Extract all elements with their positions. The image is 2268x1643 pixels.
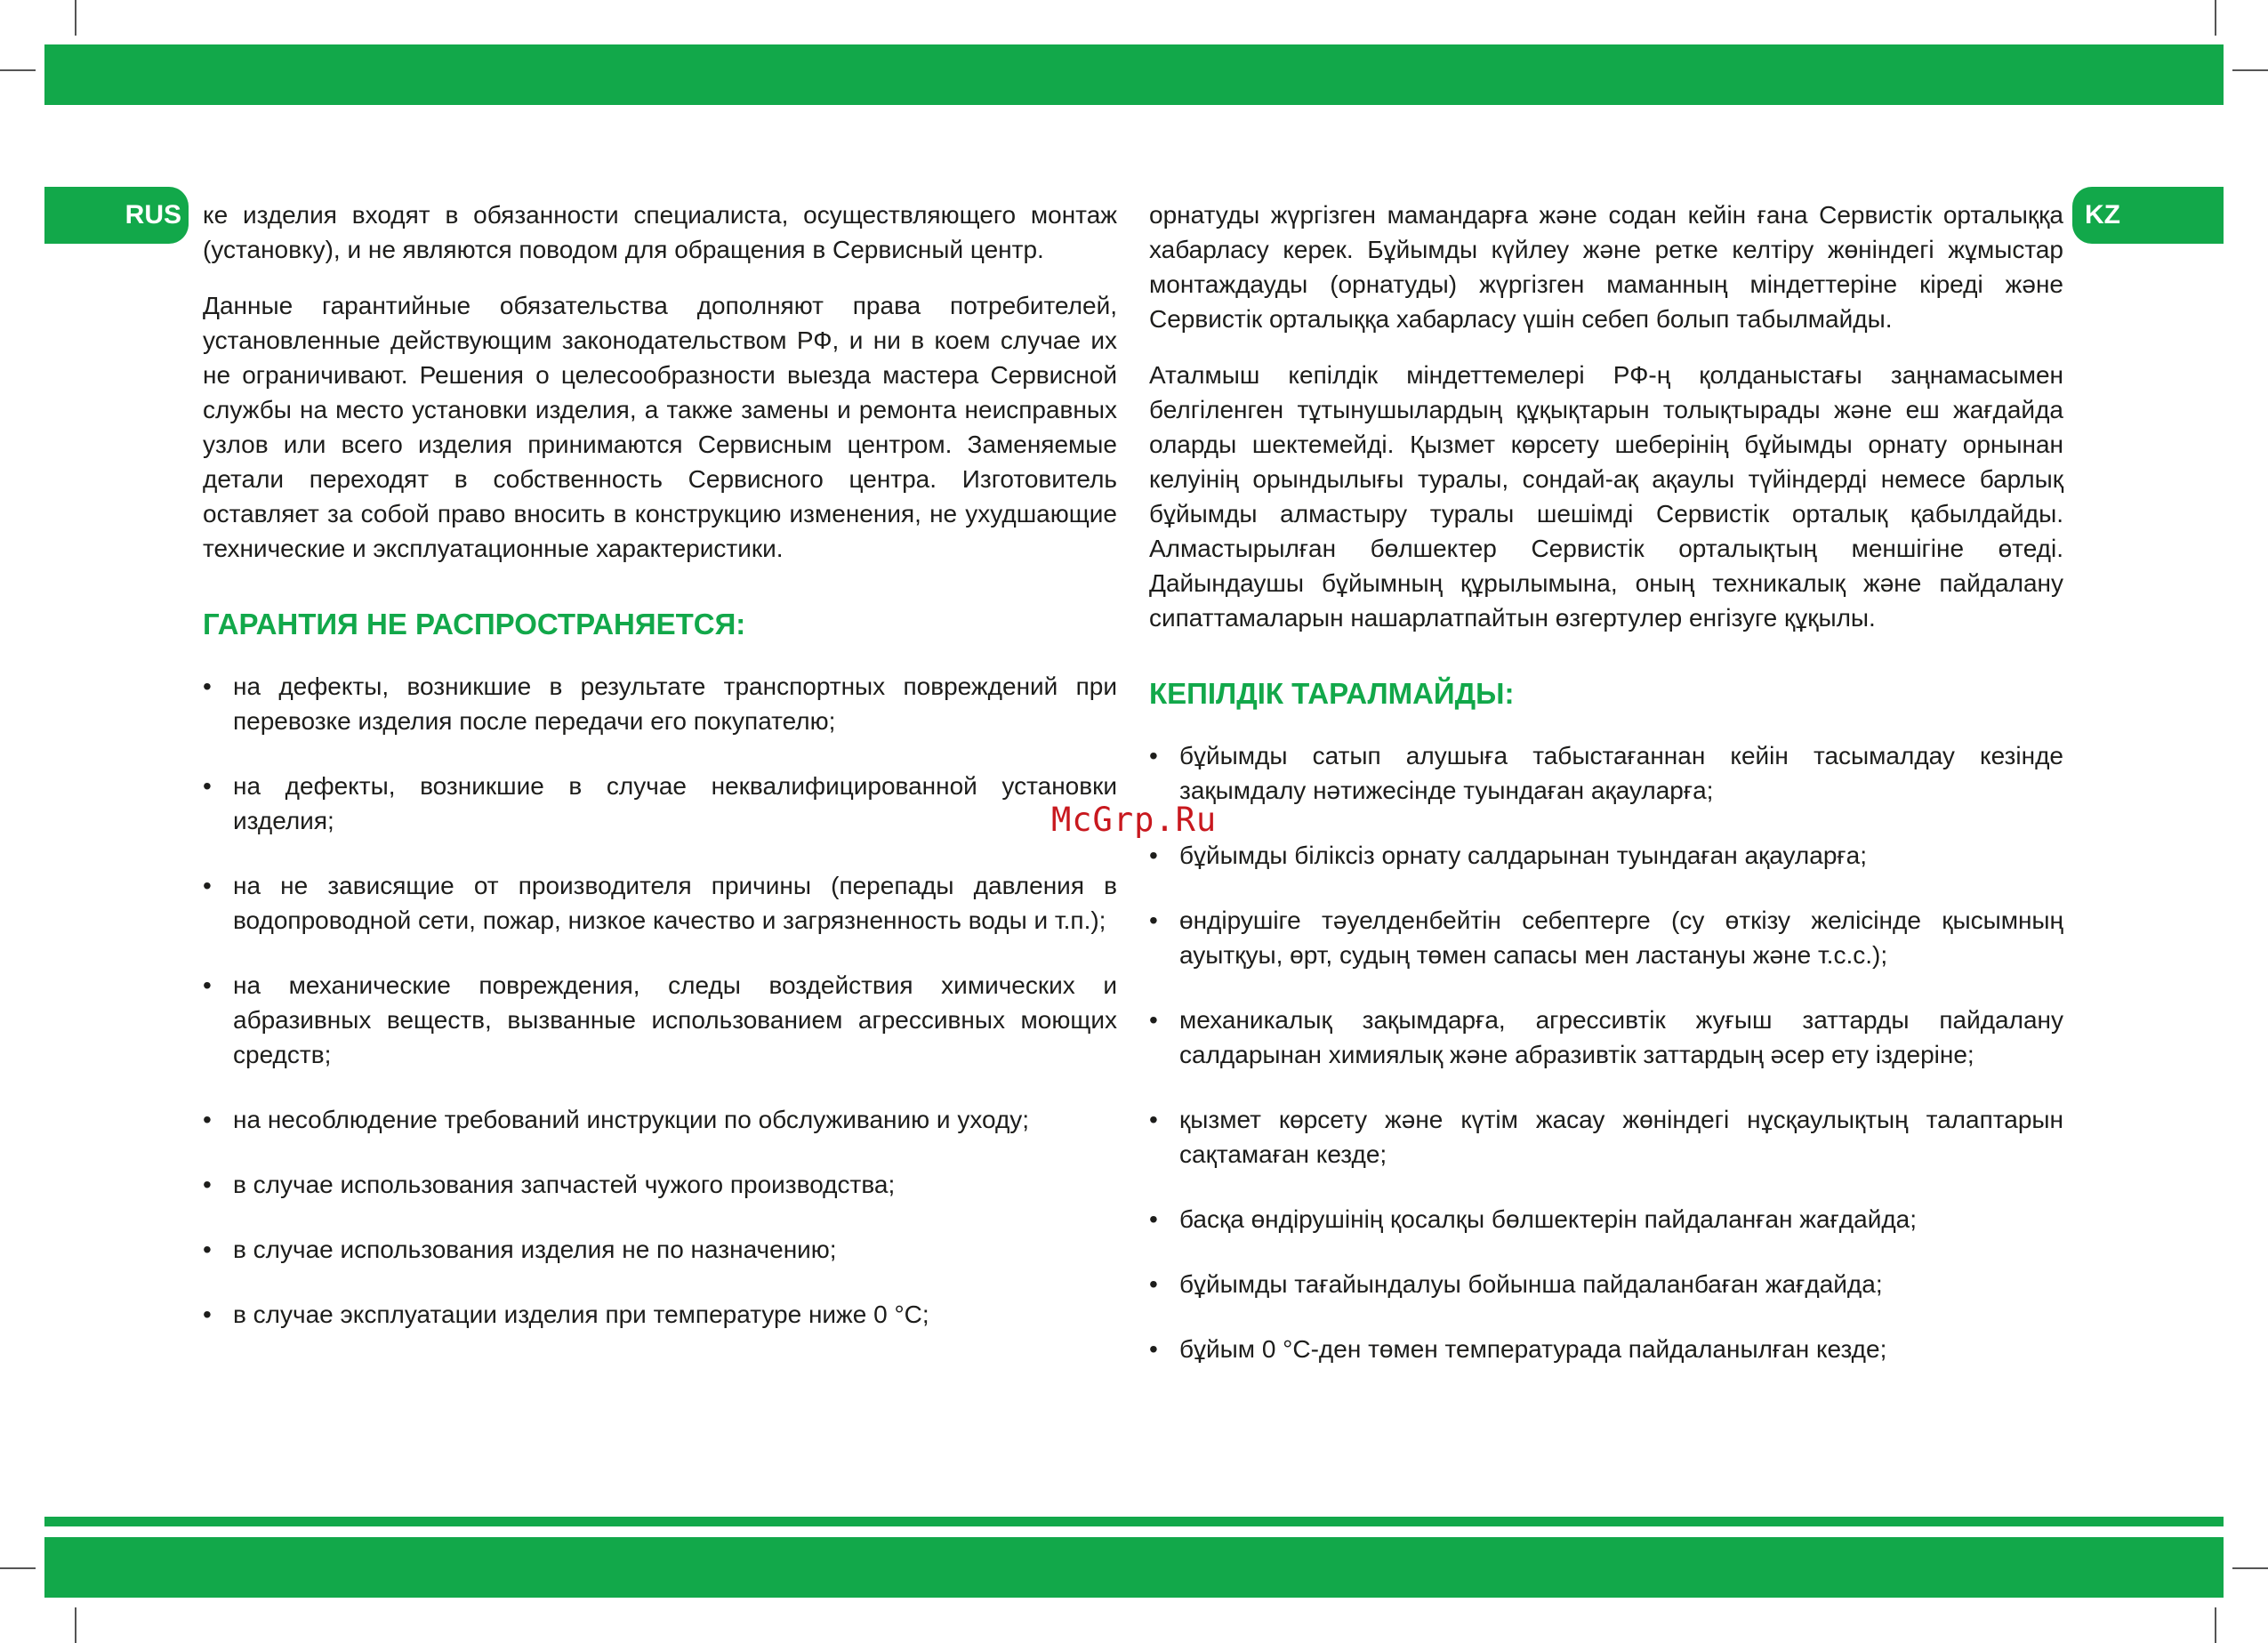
list-item xyxy=(203,968,1117,1072)
list-item-text: қызмет көрсету және күтім жасау жөніндегі нұсқаулықтың талаптарын сақтамаған кезде; xyxy=(1179,1106,2063,1168)
crop-mark xyxy=(2232,1567,2268,1569)
bullet-icon: • xyxy=(1149,1106,1158,1133)
list-item-text: бұйым 0 °С-ден төмен температурада пайдаланылған кезде; xyxy=(1179,1335,1887,1363)
list-item xyxy=(1149,838,2063,873)
bullet-icon: • xyxy=(1149,1006,1158,1034)
bullet-icon: • xyxy=(203,971,212,999)
paragraph: Аталмыш кепілдік міндеттемелері РФ-ң қолданыстағы заңнамасымен белгіленген тұтынушылардың құқықтарын толықтырады және еш жағдайда оларды шектемейді. Қызмет көрсету шеберінің бұйымды орнату орнынан келуінің орындылығы туралы, сондай-ақ ақаулы түйіндерді немесе барлық бұйымды алмастыру туралы шешімді Сервистік орталық қабылдайды. Алмастырылған бөлшектер Сервистік орталықтың меншігіне өтеді. Дайындаушы бұйымның құрылымына, оның техникалық және пайдалану сипаттамаларын нашарлатпайтын өзгертулер енгізуге құқылы. xyxy=(1149,361,2063,632)
crop-mark xyxy=(2215,0,2216,36)
section-heading: ГАРАНТИЯ НЕ РАСПРОСТРАНЯЕТСЯ: xyxy=(203,608,746,640)
crop-mark xyxy=(2215,1607,2216,1643)
bullet-icon: • xyxy=(203,1171,212,1198)
list-item xyxy=(203,669,1117,738)
bullet-icon: • xyxy=(1149,842,1158,869)
list-item-text: на несоблюдение требований инструкции по обслуживанию и уходу; xyxy=(233,1106,1030,1133)
language-tab-rus-label: RUS xyxy=(125,200,181,230)
section-heading: КЕПІЛДІК ТАРАЛМАЙДЫ: xyxy=(1149,677,1515,710)
bullet-icon: • xyxy=(203,1236,212,1263)
bullet-icon: • xyxy=(203,772,212,800)
crop-mark xyxy=(75,1607,76,1643)
paragraph: ке изделия входят в обязанности специалиста, осуществляющего монтаж (установку), и не являются поводом для обращения в Сервисный центр. xyxy=(203,201,1117,263)
list-item xyxy=(1149,1202,2063,1236)
bullet-icon: • xyxy=(1149,1270,1158,1298)
crop-mark xyxy=(0,1567,36,1569)
language-tab-kz-label: KZ xyxy=(2085,200,2120,230)
list-item xyxy=(203,868,1117,938)
language-tab-kz xyxy=(2072,187,2224,244)
russian-column xyxy=(203,197,1117,1332)
paragraph: орнатуды жүргізген мамандарға және содан кейін ғана Сервистік орталыққа хабарласу керек. Бұйымды күйлеу және ретке келтіру жөніндегі жұмыстар монтаждауды (орнатуды) жүргізген маманның міндеттеріне кіреді және Сервистік орталыққа хабарласу үшін себеп болып табылмайды. xyxy=(1149,201,2063,333)
bullet-icon: • xyxy=(1149,742,1158,769)
list-item-text: бұйымды біліксіз орнату салдарынан туындаған ақауларға; xyxy=(1179,842,1867,869)
crop-mark xyxy=(2232,69,2268,71)
crop-mark xyxy=(75,0,76,36)
list-item-text: в случае эксплуатации изделия при температуре ниже 0 °С; xyxy=(233,1301,929,1328)
list-item-text: на не зависящие от производителя причины (перепады давления в водопроводной сети, пожар, низкое качество и загрязненность воды и т.п.); xyxy=(233,872,1117,934)
list-item xyxy=(203,1102,1117,1137)
list-item-text: в случае использования запчастей чужого производства; xyxy=(233,1171,896,1198)
crop-mark xyxy=(0,69,36,71)
list-item-text: на механические повреждения, следы воздействия химических и абразивных веществ, вызванные использованием агрессивных моющих средств; xyxy=(233,971,1117,1068)
bullet-icon: • xyxy=(203,1301,212,1328)
list-item xyxy=(203,1167,1117,1202)
watermark: McGrp.Ru xyxy=(1051,801,1218,839)
paragraph: Данные гарантийные обязательства дополняют права потребителей, установленные действующим законодательством РФ, и ни в коем случае их не ограничивают. Решения о целесообразности выезда мастера Сервисной службы на место установки изделия, а также замены и ремонта неисправных узлов или всего изделия принимаются Сервисным центром. Заменяемые детали переходят в собственность Сервисного центра. Изготовитель оставляет за собой право вносить в конструкцию изменения, не ухудшающие технические и эксплуатационные характеристики. xyxy=(203,292,1117,562)
list-item xyxy=(1149,1102,2063,1172)
top-green-band xyxy=(44,44,2224,105)
exclusions-list xyxy=(203,669,1117,1332)
bullet-icon: • xyxy=(203,872,212,899)
bullet-icon: • xyxy=(1149,1205,1158,1233)
list-item xyxy=(203,1232,1117,1267)
list-item-text: басқа өндірушінің қосалқы бөлшектерін пайдаланған жағдайда; xyxy=(1179,1205,1918,1233)
list-item xyxy=(203,1297,1117,1332)
list-item xyxy=(1149,738,2063,808)
list-item-text: механикалық зақымдарға, агрессивтік жуғыш заттарды пайдалану салдарынан химиялық және абразивтік заттардың әсер ету іздеріне; xyxy=(1179,1006,2063,1068)
kazakh-column xyxy=(1149,197,2063,1366)
list-item xyxy=(203,769,1117,838)
list-item xyxy=(1149,1267,2063,1301)
bottom-green-line xyxy=(44,1517,2224,1526)
bullet-icon: • xyxy=(1149,1335,1158,1363)
list-item-text: бұйымды тағайындалуы бойынша пайдаланбаған жағдайда; xyxy=(1179,1270,1883,1298)
bullet-icon: • xyxy=(203,1106,212,1133)
list-item-text: на дефекты, возникшие в случае неквалифицированной установки изделия; xyxy=(233,772,1117,834)
bottom-green-band xyxy=(44,1537,2224,1598)
list-item-text: в случае использования изделия не по назначению; xyxy=(233,1236,837,1263)
list-item xyxy=(1149,903,2063,972)
bullet-icon: • xyxy=(1149,906,1158,934)
list-item xyxy=(1149,1003,2063,1072)
bullet-icon: • xyxy=(203,673,212,700)
list-item-text: өндірушіге тәуелденбейтін себептерге (су өткізу желісінде қысымның ауытқуы, өрт, судың төмен сапасы мен ластануы және т.с.с.); xyxy=(1179,906,2063,969)
language-tab-rus xyxy=(44,187,189,244)
list-item-text: бұйымды сатып алушыға табыстағаннан кейін тасымалдау кезінде зақымдалу нәтижесінде туындаған ақауларға; xyxy=(1179,742,2063,804)
exclusions-list xyxy=(1149,738,2063,1366)
list-item-text: на дефекты, возникшие в результате транспортных повреждений при перевозке изделия после передачи его покупателю; xyxy=(233,673,1117,735)
list-item xyxy=(1149,1332,2063,1366)
